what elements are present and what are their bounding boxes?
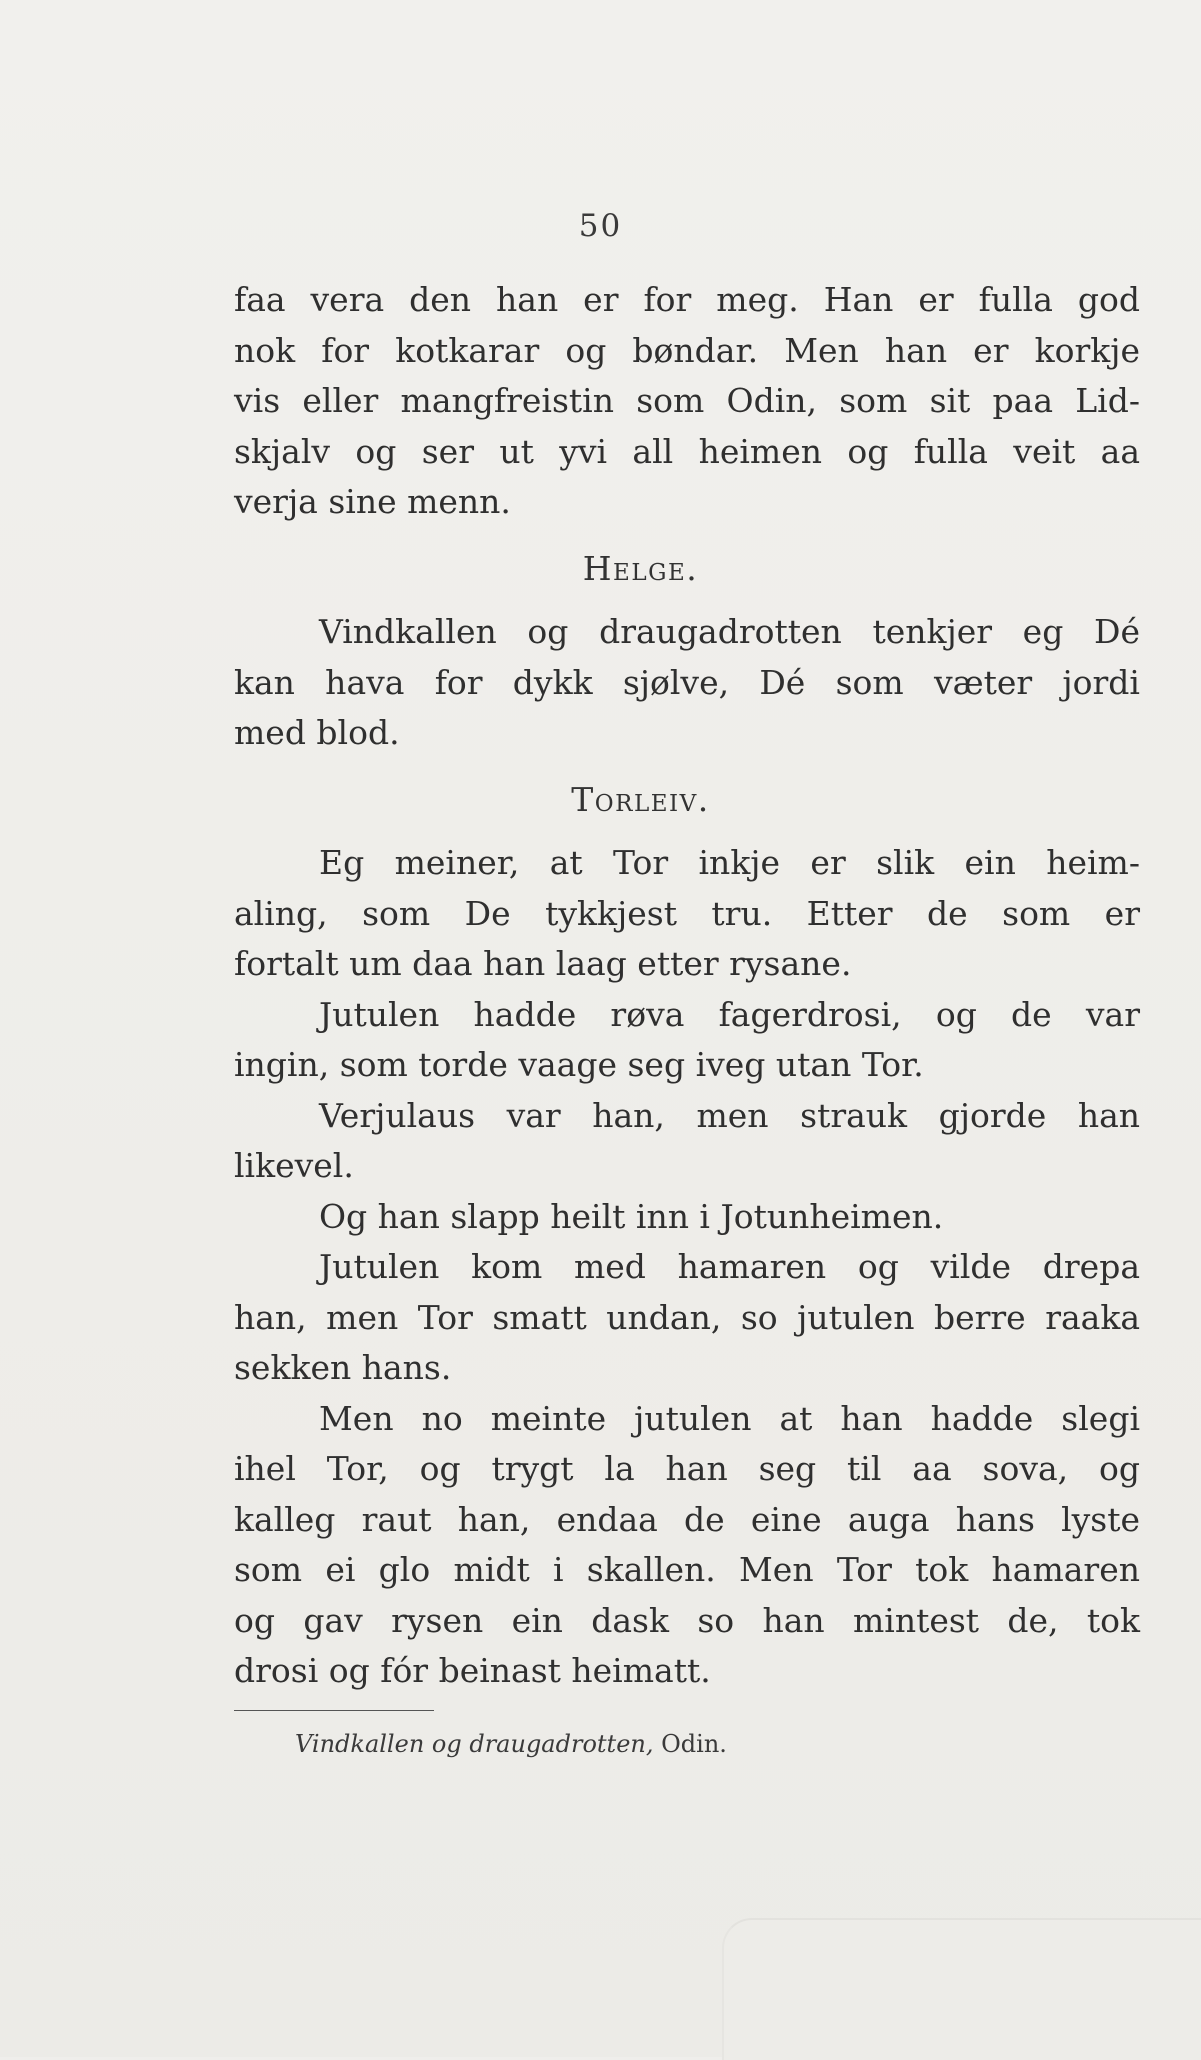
text-line: Jutulen hadde røva fagerdrosi, og de var xyxy=(319,994,1140,1034)
text-line: sekken hans. xyxy=(234,1348,452,1387)
text-line: fortalt um daa han laag etter rysane. xyxy=(234,944,852,983)
text-line: drosi og fór beinast heimatt. xyxy=(234,1651,711,1690)
text-line: kalleg raut han, endaa de eine auga hans lyste xyxy=(234,1499,1140,1539)
text-line: nok for kotkarar og bøndar. Men han er korkje xyxy=(234,330,1140,370)
paper-smudge xyxy=(722,1918,1201,2060)
text-line: skjalv og ser ut yvi all heimen og fulla veit aa xyxy=(234,431,1140,471)
footnote xyxy=(295,1730,727,1758)
paragraph-helge xyxy=(234,607,1140,759)
text-line: Verjulaus var han, men strauk gjorde han xyxy=(319,1095,1140,1135)
speaker-heading-torleiv: Torleiv. xyxy=(571,780,710,819)
text-line: Men no meinte jutulen at han hadde slegi xyxy=(319,1398,1140,1438)
paragraph-opening xyxy=(234,275,1140,528)
text-line: Jutulen kom med hamaren og vilde drepa xyxy=(319,1247,1140,1286)
text-line: likevel. xyxy=(234,1146,354,1185)
footnote-term: Vindkallen og draugadrotten, xyxy=(295,1730,654,1758)
text-line: Og han slapp heilt inn i Jotunheimen. xyxy=(319,1196,944,1236)
text-line: vis eller mangfreistin som Odin, som sit paa Lid- xyxy=(234,381,1140,420)
footnote-explanation: Odin. xyxy=(653,1730,727,1758)
text-line: han, men Tor smatt undan, so jutulen berre raaka xyxy=(234,1297,1140,1337)
footnote-rule xyxy=(234,1710,434,1711)
page-number: 50 xyxy=(578,208,623,244)
text-line: og gav rysen ein dask so han mintest de, tok xyxy=(234,1600,1140,1640)
text-line: faa vera den han er for meg. Han er fulla god xyxy=(234,280,1140,319)
text-line: verja sine menn. xyxy=(234,482,511,521)
text-line: Eg meiner, at Tor inkje er slik ein heim- xyxy=(319,843,1140,882)
paragraph-torleiv xyxy=(234,838,1140,1697)
text-line: ingin, som torde vaage seg iveg utan Tor. xyxy=(234,1045,924,1084)
speaker-heading-helge: Helge. xyxy=(582,549,699,588)
text-line: Vindkallen og draugadrotten tenkjer eg Dé xyxy=(319,612,1140,651)
text-line: kan hava for dykk sjølve, Dé som væter jordi xyxy=(234,662,1140,702)
text-line: som ei glo midt i skallen. Men Tor tok hamaren xyxy=(234,1550,1140,1589)
text-line: ihel Tor, og trygt la han seg til aa sova, og xyxy=(234,1449,1140,1488)
text-line: aling, som De tykkjest tru. Etter de som er xyxy=(234,893,1140,933)
text-line: med blod. xyxy=(234,713,400,752)
